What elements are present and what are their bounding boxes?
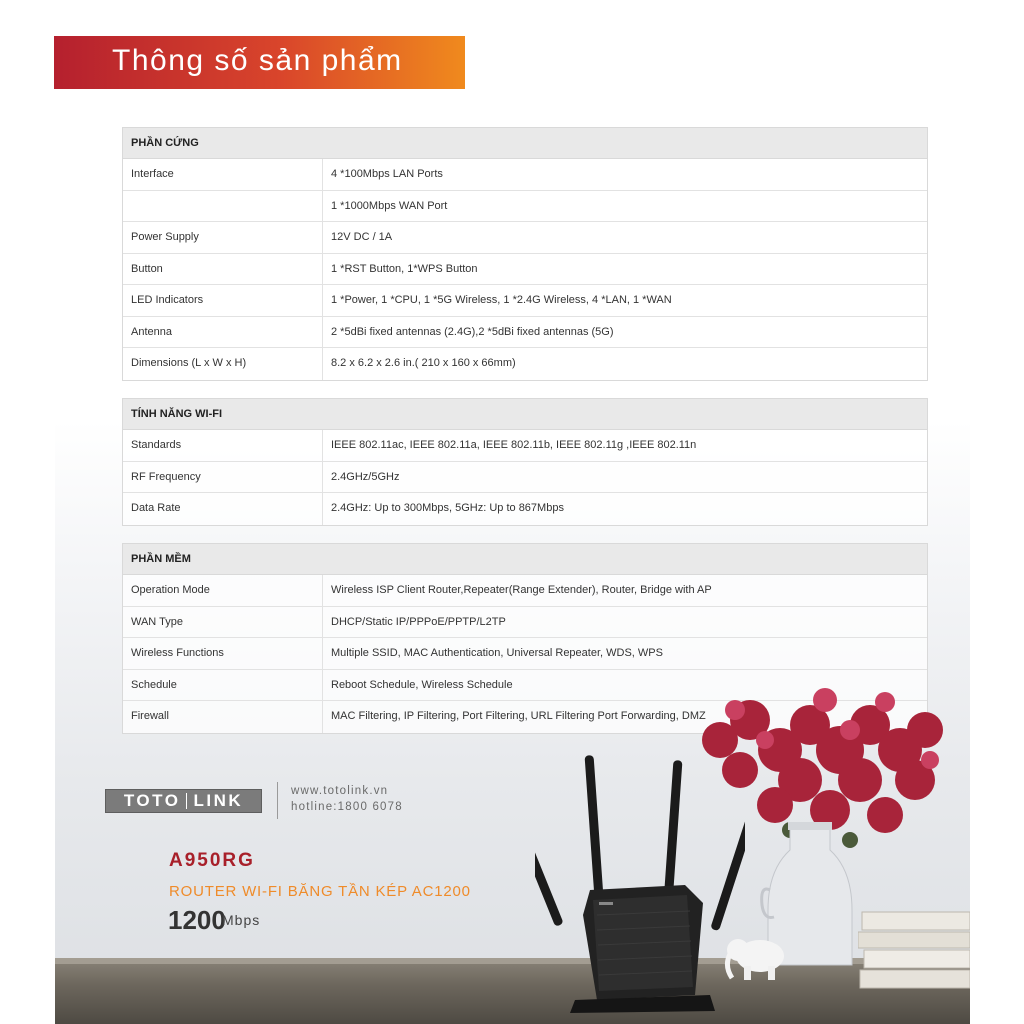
table-row (123, 317, 927, 349)
spec-value: Wireless ISP Client Router,Repeater(Range Extender), Router, Bridge with AP (331, 584, 712, 596)
spec-key: Antenna (123, 317, 323, 348)
table-row (123, 430, 927, 462)
spec-key (123, 191, 323, 222)
section-heading: TÍNH NĂNG WI-FI (123, 399, 927, 430)
spec-key: WAN Type (123, 607, 323, 638)
spec-key: RF Frequency (123, 462, 323, 493)
totolink-logo (105, 789, 262, 813)
spec-value: 8.2 x 6.2 x 2.6 in.( 210 x 160 x 66mm) (331, 357, 516, 369)
page-title: Thông số sản phẩm (112, 44, 403, 77)
hotline-text: hotline:1800 6078 (291, 801, 403, 813)
spec-key: Operation Mode (123, 575, 323, 606)
table-row (123, 254, 927, 286)
table-row (123, 348, 927, 380)
spec-key: Button (123, 254, 323, 285)
spec-value: 2.4GHz: Up to 300Mbps, 5GHz: Up to 867Mbps (331, 502, 564, 514)
spec-key: Dimensions (L x W x H) (123, 348, 323, 380)
website-text: www.totolink.vn (291, 785, 389, 797)
spec-key: Power Supply (123, 222, 323, 253)
spec-value: 2.4GHz/5GHz (331, 470, 400, 483)
brand-divider (277, 782, 278, 819)
table-row (123, 462, 927, 494)
spec-value: MAC Filtering, IP Filtering, Port Filtering, URL Filtering Port Forwarding, DMZ (331, 710, 706, 722)
table-row (123, 285, 927, 317)
logo-text-left: TOTO (123, 791, 181, 810)
speed-value: 1200 (168, 905, 226, 935)
spec-value: 12V DC / 1A (331, 231, 393, 243)
spec-value: 2 *5dBi fixed antennas (2.4G),2 *5dBi fixed antennas (5G) (331, 325, 614, 338)
table-row (123, 222, 927, 254)
table-row (123, 493, 927, 525)
books-stack-image (858, 910, 970, 990)
table-row (123, 575, 927, 607)
spec-key: Data Rate (123, 493, 323, 525)
speed-unit: Mbps (222, 912, 261, 928)
spec-value: 4 *100Mbps LAN Ports (331, 168, 443, 180)
spec-value: Multiple SSID, MAC Authentication, Universal Repeater, WDS, WPS (331, 647, 663, 659)
spec-value: DHCP/Static IP/PPPoE/PPTP/L2TP (331, 615, 506, 628)
wifi-spec-table (122, 398, 928, 526)
model-name: A950RG (169, 850, 255, 871)
logo-text-right: LINK (193, 791, 244, 810)
spec-key: Firewall (123, 701, 323, 733)
spec-key: Schedule (123, 670, 323, 701)
hardware-spec-table (122, 127, 928, 381)
spec-value: Reboot Schedule, Wireless Schedule (331, 678, 513, 691)
section-heading: PHẦN CỨNG (123, 128, 927, 159)
section-heading: PHẦN MỀM (123, 544, 927, 575)
spec-value: 1 *Power, 1 *CPU, 1 *5G Wireless, 1 *2.4G Wireless, 4 *LAN, 1 *WAN (331, 294, 672, 306)
spec-value: 1 *1000Mbps WAN Port (331, 199, 448, 212)
table-row (123, 607, 927, 639)
logo-divider (186, 793, 187, 809)
spec-key: Standards (123, 430, 323, 461)
spec-key: LED Indicators (123, 285, 323, 316)
elephant-figurine-image (722, 932, 792, 982)
spec-key: Interface (123, 159, 323, 190)
spec-value: IEEE 802.11ac, IEEE 802.11a, IEEE 802.11b, IEEE 802.11g ,IEEE 802.11n (331, 439, 697, 451)
product-subtitle: ROUTER WI-FI BĂNG TẦN KÉP AC1200 (169, 883, 471, 900)
spec-key: Wireless Functions (123, 638, 323, 669)
table-row (123, 159, 927, 191)
spec-value: 1 *RST Button, 1*WPS Button (331, 262, 478, 275)
table-row (123, 638, 927, 670)
table-row (123, 191, 927, 223)
